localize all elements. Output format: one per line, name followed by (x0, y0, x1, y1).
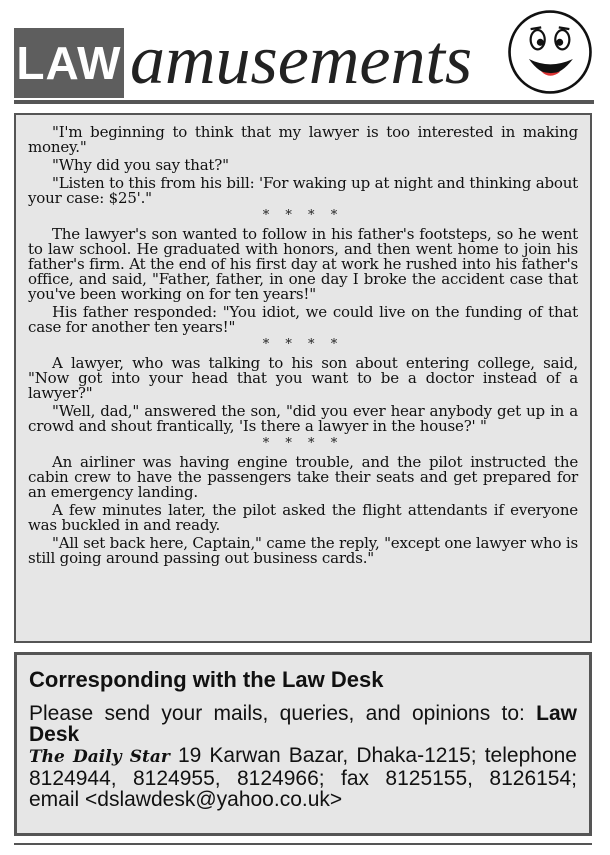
contact-body (29, 703, 577, 810)
joke1-paragraph: "I'm beginning to think that my lawyer is too interested in making money." (28, 123, 578, 156)
contact-title: Corresponding with the Law Desk (29, 667, 384, 692)
contact-details: 19 Karwan Bazar, Dhaka-1215; telephone 8124944, 8124955, 8124966; fax 8125155, 8126154; email <dslawdesk@yahoo.co.uk> (29, 744, 577, 811)
smiley-face-icon (506, 8, 594, 96)
contact-intro: Please send your mails, queries, and opinions to: (29, 702, 537, 725)
joke3-paragraph: "Well, dad," answered the son, "did you ever hear anybody get up in a crowd and shout frantically, 'Is there a lawyer in the house?' " (28, 402, 578, 435)
section-header (14, 8, 594, 104)
separator: * * * * (262, 436, 344, 451)
joke4-paragraph: A few minutes later, the pilot asked the flight attendants if everyone was buckled in and ready. (28, 501, 578, 534)
law-desk-label: Law Desk (29, 702, 577, 746)
jokes-box (14, 113, 592, 643)
contact-box (14, 652, 592, 836)
separator: * * * * (262, 208, 344, 223)
joke4-paragraph: "All set back here, Captain," came the reply, "except one lawyer who is still going around passing out business cards." (28, 534, 578, 567)
joke2-paragraph: The lawyer's son wanted to follow in his father's footsteps, so he went to law school. He graduated with honors, and then went home to join his father's firm. At the end of his first day at work he rushed into his father's office, and said, "Father, father, in one day I broke the accident case that you've been working on for ten years!" (28, 225, 578, 303)
joke4-paragraph: An airliner was having engine trouble, and the pilot instructed the cabin crew to have the passengers take their seats and get prepared for an emergency landing. (28, 453, 578, 501)
joke3-paragraph: A lawyer, who was talking to his son about entering college, said, "Now got into your head that you want to be a doctor instead of a lawyer?" (28, 354, 578, 402)
joke2-paragraph: His father responded: "You idiot, we could live on the funding of that case for another ten years!" (28, 303, 578, 336)
separator: * * * * (262, 337, 344, 352)
joke1-paragraph: "Listen to this from his bill: 'For waking up at night and thinking about your case: $25'." (28, 174, 578, 207)
header-rule (14, 100, 594, 104)
law-label: LAW (14, 28, 124, 98)
daily-star-logo: The Daily Star (29, 747, 170, 767)
joke1-paragraph: "Why did you say that?" (52, 156, 229, 174)
section-title: amusements (130, 22, 473, 99)
bottom-rule (14, 843, 592, 845)
